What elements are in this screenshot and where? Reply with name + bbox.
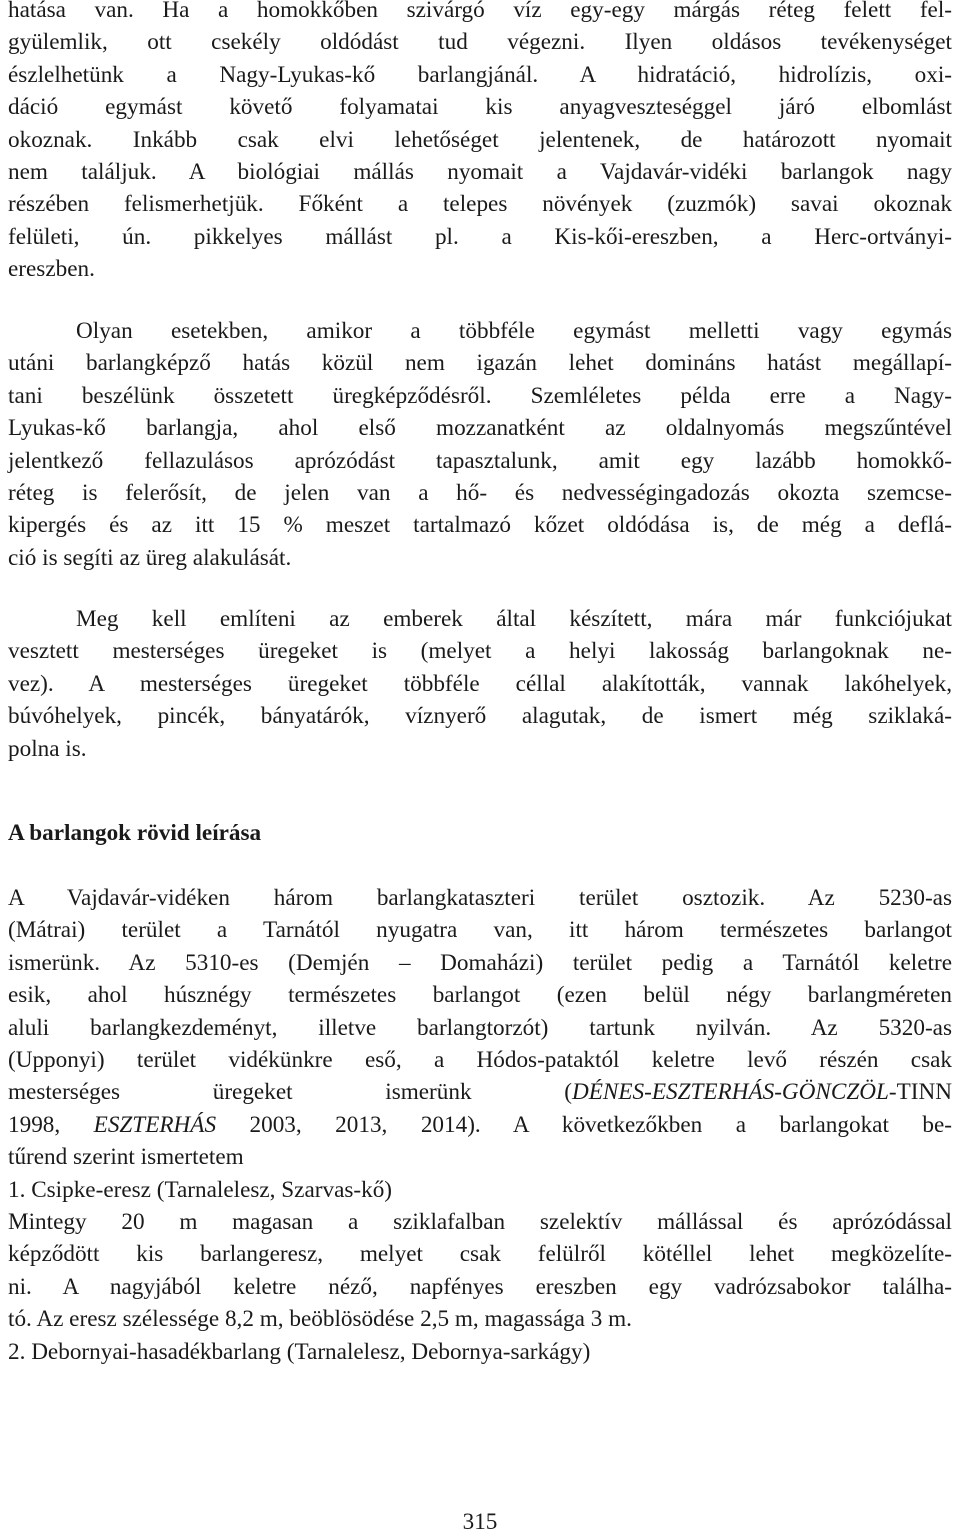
text-line: észlelhetünk a Nagy-Lyukas-kő barlangjánál. A hidratáció, hidrolízis, oxi- bbox=[8, 61, 952, 88]
citation-authors: DÉNES-ESZTERHÁS-GÖNCZÖL- bbox=[571, 1079, 897, 1106]
cave-entry-title: 2. Debornyai-hasadékbarlang (Tarnalelesz, Debornya-sarkágy) bbox=[8, 1338, 591, 1365]
text-line: dáció egymást követő folyamatai kis anyagveszteséggel járó elbomlást bbox=[8, 94, 952, 121]
text-line: tűrend szerint ismertetem bbox=[8, 1144, 244, 1171]
text-line: vez). A mesterséges üregeket többféle céllal alakították, vannak lakóhelyek, bbox=[8, 670, 952, 697]
text-line: Olyan esetekben, amikor a többféle egymást melletti vagy egymás bbox=[76, 318, 952, 344]
text-line: ni. A nagyjából keletre néző, napfényes ereszben egy vadrózsabokor találha- bbox=[8, 1273, 952, 1300]
text-line: nem találjuk. A biológiai mállás nyomait a Vajdavár-vidéki barlangok nagy bbox=[8, 159, 952, 186]
paragraph-artificial-cavities bbox=[8, 603, 952, 765]
citation-author: ESZTERHÁS bbox=[93, 1111, 217, 1138]
section-heading: A barlangok rövid leírása bbox=[8, 820, 262, 846]
paragraph-cave-descriptions bbox=[8, 882, 952, 1368]
text-line: vesztett mesterséges üregeket is (melyet a helyi lakosság barlangoknak ne- bbox=[8, 638, 952, 665]
text-line: Lyukas-kő barlangja, ahol első mozzanatként az oldalnyomás megszűntével bbox=[8, 415, 952, 442]
paragraph-weathering bbox=[8, 0, 952, 286]
page-number: 315 bbox=[462, 1509, 498, 1535]
text-line: ereszben. bbox=[8, 256, 95, 283]
text-line-with-citation: 1998, ESZTERHÁS 2003, 2013, 2014). A következőkben a barlangokat be- bbox=[8, 1111, 952, 1138]
text-line: ció is segíti az üreg alakulását. bbox=[8, 544, 292, 571]
text-line: kipergés és az itt 15 % meszet tartalmazó kőzet oldódása is, de még a deflá- bbox=[8, 512, 952, 539]
text-line: (Mátrai) terület a Tarnától nyugatra van, itt három természetes barlangot bbox=[8, 917, 952, 944]
text-line: Mintegy 20 m magasan a sziklafalban szelektív mállással és aprózódással bbox=[8, 1209, 952, 1236]
text-line: jelentkező fellazulásos aprózódást tapasztalunk, amit egy lazább homokkő- bbox=[8, 447, 952, 474]
cave-entry-title: 1. Csipke-eresz (Tarnalelesz, Szarvas-kő) bbox=[8, 1176, 393, 1203]
text-line: utáni barlangképző hatás közül nem igazán lehet domináns hatást megállapí- bbox=[8, 350, 952, 377]
text-line: képződött kis barlangeresz, melyet csak felülről kötéllel lehet megközelíte- bbox=[8, 1241, 952, 1268]
text-line: esik, ahol húsznégy természetes barlangot (ezen belül négy barlangméreten bbox=[8, 982, 952, 1009]
text-line-with-citation: mesterséges üregeket ismerünk (DÉNES-ESZTERHÁS-GÖNCZÖL-TINN bbox=[8, 1079, 952, 1106]
text-line: okoznak. Inkább csak elvi lehetőséget jelentenek, de határozott nyomait bbox=[8, 126, 952, 153]
paragraph-complex-cave-formation bbox=[8, 315, 952, 574]
text-line: búvóhelyek, pincék, bányatárók, víznyerő alagutak, de ismert még sziklaká- bbox=[8, 703, 952, 730]
text-line: (Upponyi) terület vidékünkre eső, a Hódos-pataktól keletre levő részén csak bbox=[8, 1047, 952, 1074]
text-line: részében felismerhetjük. Főként a telepes növények (zuzmók) savai okoznak bbox=[8, 191, 952, 218]
text-line: gyülemlik, ott csekély oldódást tud végezni. Ilyen oldásos tevékenységet bbox=[8, 29, 952, 56]
text-line: ismerünk. Az 5310-es (Demjén – Domaházi) terület pedig a Tarnától keletre bbox=[8, 949, 952, 976]
text-line: réteg is felerősít, de jelen van a hő- és nedvességingadozás okozta szemcse- bbox=[8, 480, 952, 507]
text-line: hatása van. Ha a homokkőben szivárgó víz egy-egy márgás réteg felett fel- bbox=[8, 0, 952, 23]
text-line: polna is. bbox=[8, 735, 87, 762]
text-line: tani beszélünk összetett üregképződésről. Szemléletes példa erre a Nagy- bbox=[8, 382, 952, 409]
text-line: A Vajdavár-vidéken három barlangkataszteri terület osztozik. Az 5230-as bbox=[8, 885, 952, 911]
text-line: felületi, ún. pikkelyes mállást pl. a Kis-kői-ereszben, a Herc-ortványi- bbox=[8, 223, 952, 250]
text-line: aluli barlangkezdeményt, illetve barlangtorzót) tartunk nyilván. Az 5320-as bbox=[8, 1014, 952, 1041]
text-line: Meg kell említeni az emberek által készített, mára már funkciójukat bbox=[76, 606, 952, 632]
text-line: tó. Az eresz szélessége 8,2 m, beöblösödése 2,5 m, magassága 3 m. bbox=[8, 1306, 632, 1333]
